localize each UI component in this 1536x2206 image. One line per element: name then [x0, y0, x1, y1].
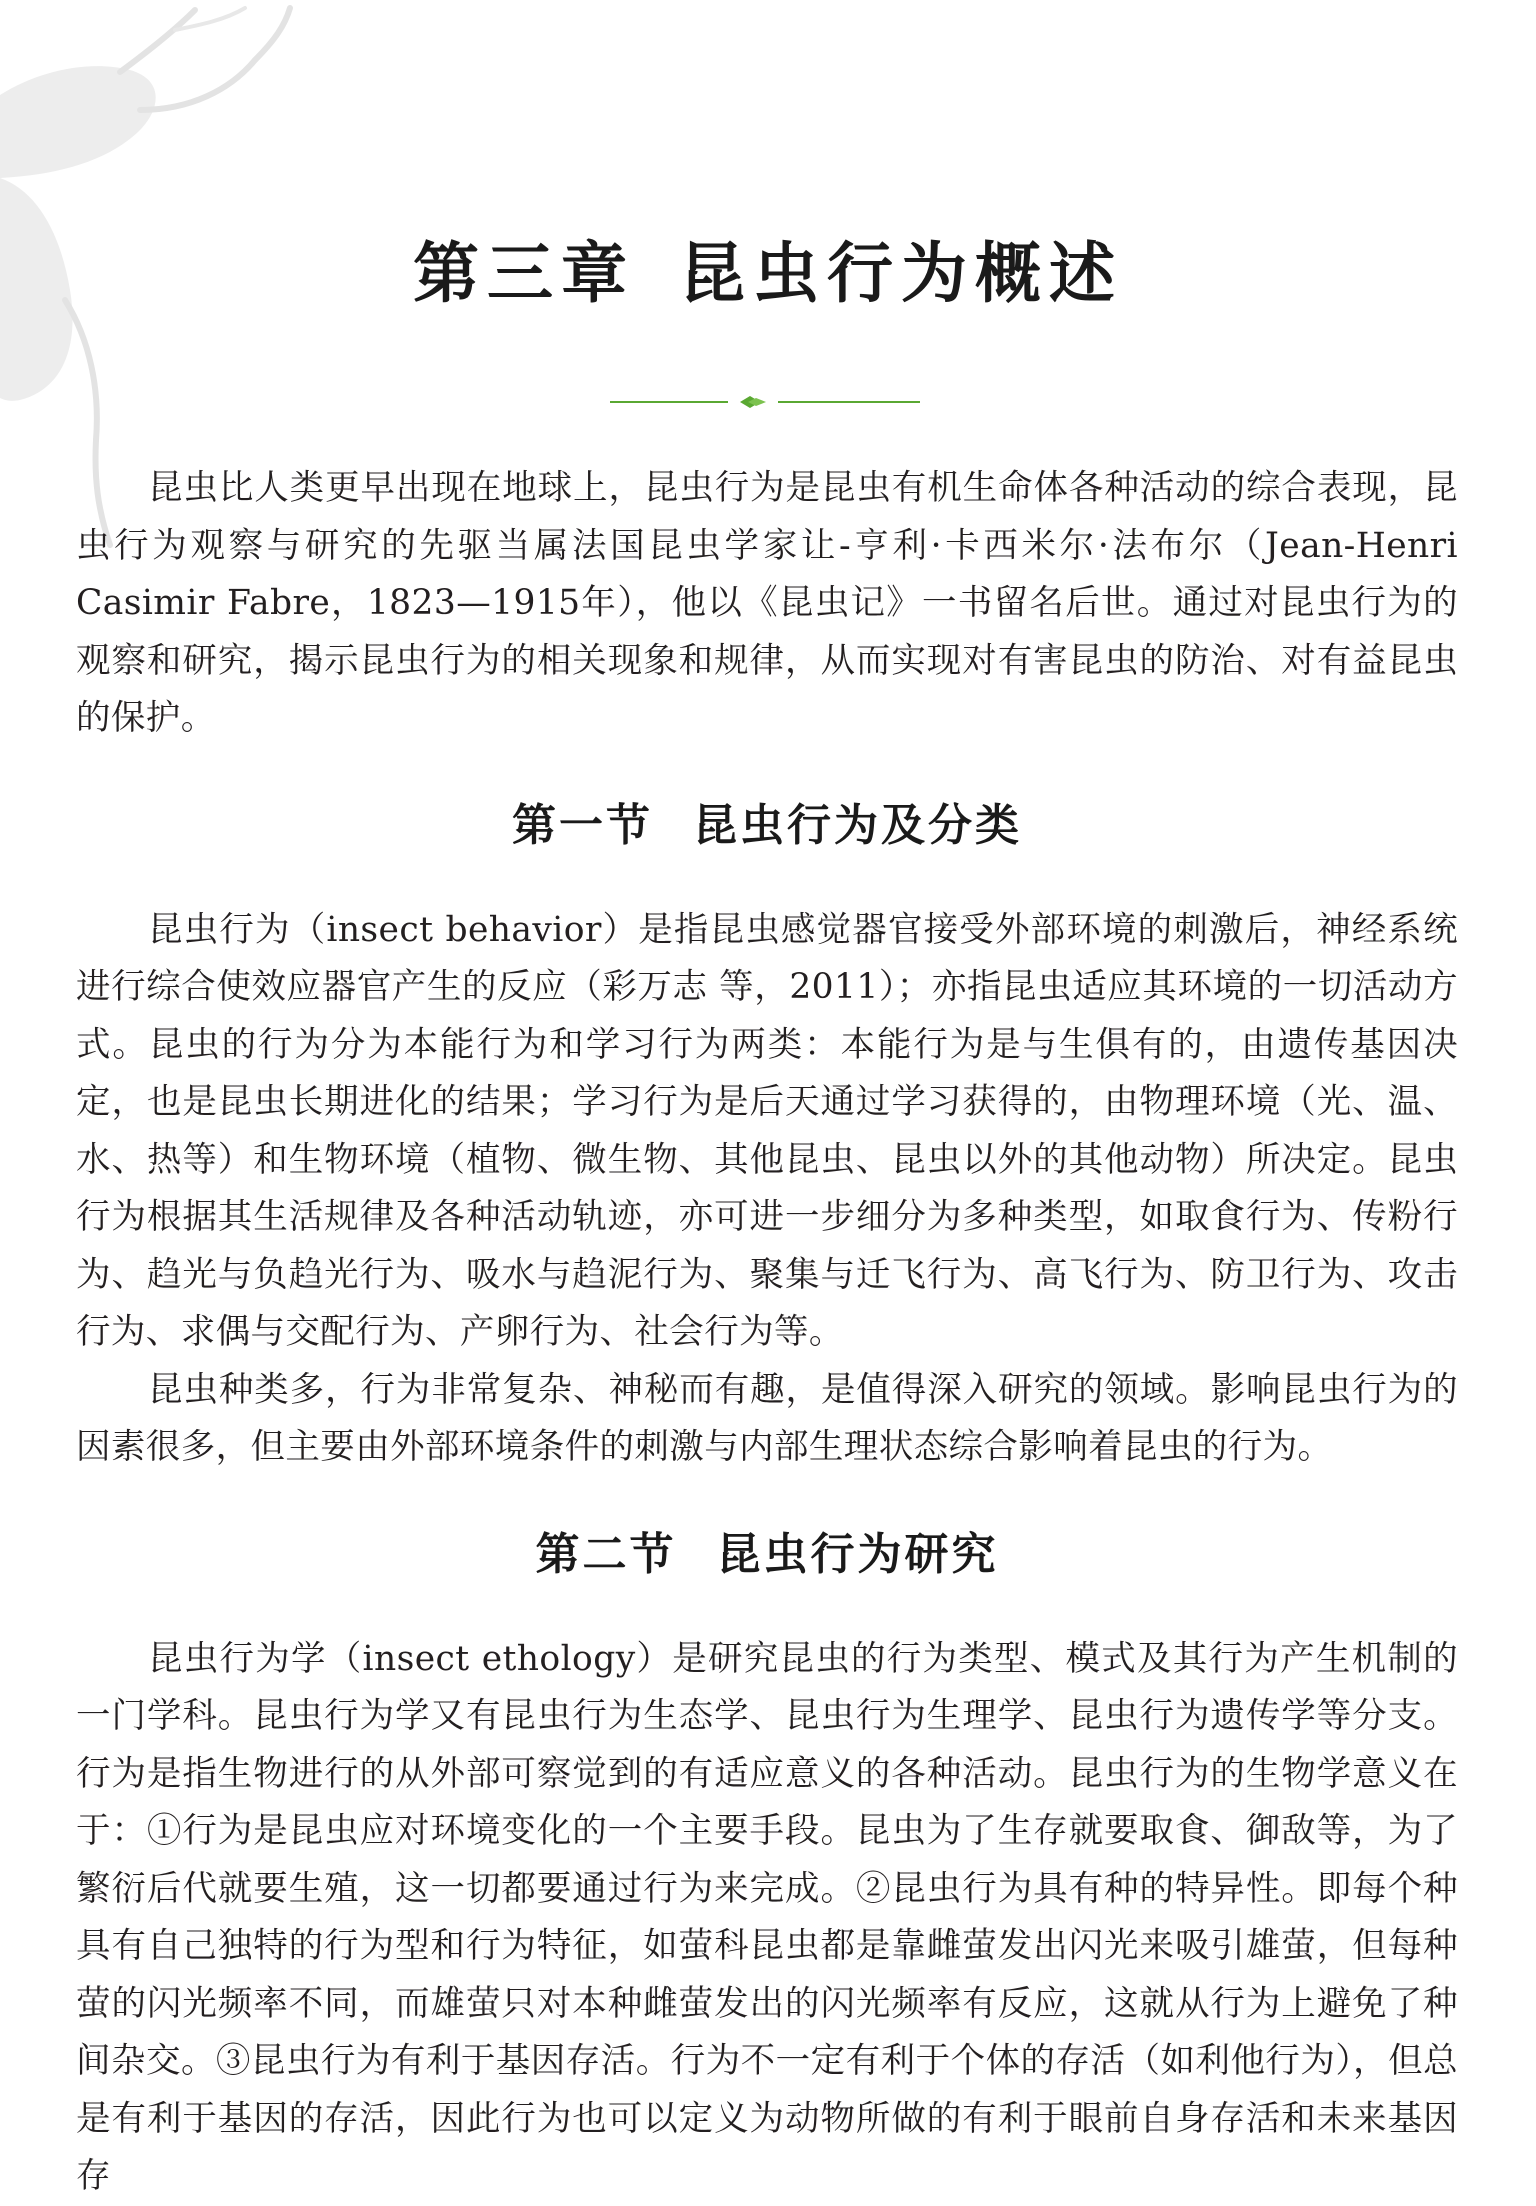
section-2-number: 第二节	[535, 1528, 677, 1580]
title-divider-ornament	[610, 392, 920, 412]
chapter-intro-paragraph: 昆虫比人类更早出现在地球上，昆虫行为是昆虫有机生命体各种活动的综合表现，昆虫行为观察与研究的先驱当属法国昆虫学家让-亨利·卡西米尔·法布尔（Jean-Henri Casimir Fabre，1823—1915年），他以《昆虫记》一书留名后世。通过对昆虫行为的观察和研究，揭示昆虫行为的相关现象和规律，从而实现对有害昆虫的防治、对有益昆虫的保护。	[76, 468, 1458, 738]
section-2-title: 昆虫行为研究	[716, 1528, 999, 1580]
chapter-name: 昆虫行为概述	[679, 234, 1123, 312]
section-1-paragraph-1: 昆虫行为（insect behavior）是指昆虫感觉器官接受外部环境的刺激后，神经系统进行综合使效应器官产生的反应（彩万志 等，2011）；亦指昆虫适应其环境的一切活动方式。昆虫的行为分为本能行为和学习行为两类：本能行为是与生俱有的，由遗传基因决定，也是昆虫长期进化的结果；学习行为是后天通过学习获得的，由物理环境（光、温、水、热等）和生物环境（植物、微生物、其他昆虫、昆虫以外的其他动物）所决定。昆虫行为根据其生活规律及各种活动轨迹，亦可进一步细分为多种类型，如取食行为、传粉行为、趋光与负趋光行为、吸水与趋泥行为、聚集与迁飞行为、高飞行为、防卫行为、攻击行为、求偶与交配行为、产卵行为、社会行为等。	[76, 909, 1458, 1352]
page-body	[76, 460, 1458, 2206]
chapter-number: 第三章	[413, 234, 635, 312]
section-1-title: 昆虫行为及分类	[693, 799, 1022, 851]
chapter-title	[0, 228, 1536, 318]
section-2-paragraph-1: 昆虫行为学（insect ethology）是研究昆虫的行为类型、模式及其行为产生机制的一门学科。昆虫行为学又有昆虫行为生态学、昆虫行为生理学、昆虫行为遗传学等分支。行为是指生物进行的从外部可察觉到的有适应意义的各种活动。昆虫行为的生物学意义在于：①行为是昆虫应对环境变化的一个主要手段。昆虫为了生存就要取食、御敌等，为了繁衍后代就要生殖，这一切都要通过行为来完成。②昆虫行为具有种的特异性。即每个种具有自己独特的行为型和行为特征，如萤科昆虫都是靠雌萤发出闪光来吸引雄萤，但每种萤的闪光频率不同，而雄萤只对本种雌萤发出的闪光频率有反应，这就从行为上避免了种间杂交。③昆虫行为有利于基因存活。行为不一定有利于个体的存活（如利他行为），但总是有利于基因的存活，因此行为也可以定义为动物所做的有利于眼前自身存活和未来基因存	[76, 1638, 1458, 2196]
section-1-heading	[76, 796, 1458, 856]
section-2-heading	[76, 1525, 1458, 1585]
section-1-paragraph-2: 昆虫种类多，行为非常复杂、神秘而有趣，是值得深入研究的领域。影响昆虫行为的因素很多，但主要由外部环境条件的刺激与内部生理状态综合影响着昆虫的行为。	[76, 1369, 1458, 1467]
section-1-number: 第一节	[512, 799, 653, 851]
